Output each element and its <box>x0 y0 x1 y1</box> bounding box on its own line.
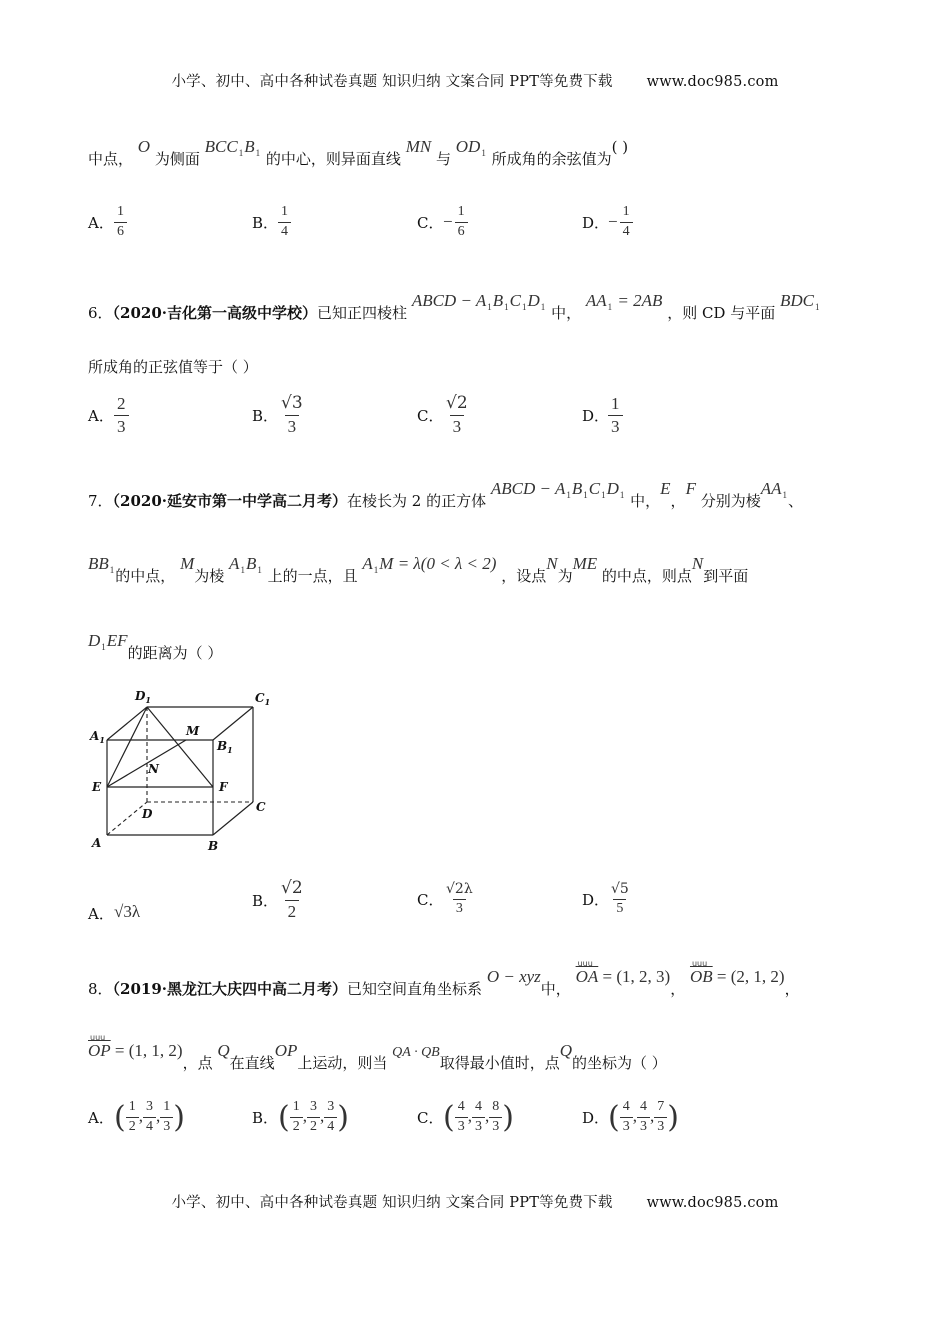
q7-stem: 7．（2020·延安市第一中学高二月考）在棱长为 2 的正方体 ABCD − $A_1B_1C_1D_1$ 中，E，F 分别为棱$AA_1$、 <box>88 479 804 510</box>
label-m: M <box>186 724 200 738</box>
label-a: A <box>92 836 102 850</box>
q5-stem: 中点， O 为侧面 $BCC_1B_1$ 的中心，则异面直线 MN 与 $OD_1$ 所成角的余弦值为( ) <box>88 137 629 168</box>
label-c: C <box>256 800 266 814</box>
q7-option-d[interactable]: D． $\frac{√5}{5}$ <box>582 881 629 916</box>
q6-option-d[interactable]: D． $\frac{1}{3}$ <box>582 395 623 436</box>
page-footer <box>0 1191 950 1212</box>
label-a1: $A_1$ <box>90 729 105 745</box>
label-n: N <box>148 762 159 776</box>
label-f: F <box>219 780 228 794</box>
q6-stem: 6．（2020·吉化第一高级中学校）已知正四棱柱 ABCD − $A_1B_1C_1D_1$ 中， $AA_1 = 2AB$ ，则 CD 与平面 $BDC_1$ <box>88 291 820 322</box>
q6-option-c[interactable]: C． $\frac{√2}{3}$ <box>417 393 468 436</box>
q7-stem-line2: $BB_1$的中点， M为棱 $A_1B_1$ 上的一点，且 $A_1M = \lambda(0 < \lambda < 2)$ ，设点N为ME 的中点，则点N到平面 <box>88 554 749 585</box>
q7-stem-line3: $D_1EF$的距离为（ ） <box>88 631 223 662</box>
footer-text: 小学、初中、高中各种试卷真题 知识归纳 文案合同 PPT等免费下载 <box>171 1195 613 1211</box>
label-c1: $C_1$ <box>255 691 271 707</box>
q8-option-c[interactable]: C．( $\frac{4}{3}$ , $\frac{4}{3}$ , $\frac{8}{3}$ ) <box>417 1099 514 1135</box>
q8-option-b[interactable]: B．( $\frac{1}{2}$ , $\frac{3}{2}$ , $\frac{3}{4}$ ) <box>252 1099 349 1135</box>
q5-option-d[interactable]: D．− $\frac{1}{4}$ <box>582 205 633 239</box>
cube-figure <box>80 680 290 860</box>
page-header <box>0 70 950 91</box>
q7-option-a[interactable]: A．√3λ <box>88 902 141 923</box>
header-url[interactable]: www.doc985.com <box>646 74 779 90</box>
edge-a1d1 <box>107 707 147 740</box>
q6-option-b[interactable]: B． $\frac{√3}{3}$ <box>252 393 303 436</box>
q8-stem: 8．（2019·黑龙江大庆四中高二月考）已知空间直角坐标系 O − xyz中， uuu $\overline{OA} = (1$, 2, 3)， uuu $\overline{OB} = (2$, 1, 2)， <box>88 959 800 998</box>
q7-option-b[interactable]: B． $\frac{√2}{2}$ <box>252 878 303 921</box>
q8-option-a[interactable]: A．( $\frac{1}{2}$ , $\frac{3}{4}$ , $\frac{1}{3}$ ) <box>88 1099 185 1135</box>
q6-option-a[interactable]: A． $\frac{2}{3}$ <box>88 395 129 436</box>
q5-option-a[interactable]: A． $\frac{1}{6}$ <box>88 205 127 239</box>
q5-option-b[interactable]: B． $\frac{1}{4}$ <box>252 205 291 239</box>
header-text: 小学、初中、高中各种试卷真题 知识归纳 文案合同 PPT等免费下载 <box>171 74 613 90</box>
q5-option-c[interactable]: C．− $\frac{1}{6}$ <box>417 205 468 239</box>
label-e: E <box>92 780 102 794</box>
label-d: D <box>142 807 153 821</box>
q8-stem-line2: uuu $\overline{OP} = (1$, 1, 2)，点 Q在直线OP上运动，则当 QA · QB取得最小值时，点Q的坐标为（ ） <box>88 1033 667 1072</box>
footer-url[interactable]: www.doc985.com <box>646 1195 779 1211</box>
q8-option-d[interactable]: D．( $\frac{4}{3}$ , $\frac{4}{3}$ , $\frac{7}{3}$ ) <box>582 1099 679 1135</box>
label-b1: $B_1$ <box>217 739 233 755</box>
label-b: B <box>208 839 219 853</box>
q7-option-c[interactable]: C． $\frac{√2\lambda}{3}$ <box>417 881 473 916</box>
edge-ad <box>107 802 147 835</box>
edge-bc <box>213 802 253 835</box>
label-d1: $D_1$ <box>135 689 151 705</box>
edge-b1c1 <box>213 707 253 740</box>
q6-stem-line2: 所成角的正弦值等于（ ） <box>88 358 258 376</box>
